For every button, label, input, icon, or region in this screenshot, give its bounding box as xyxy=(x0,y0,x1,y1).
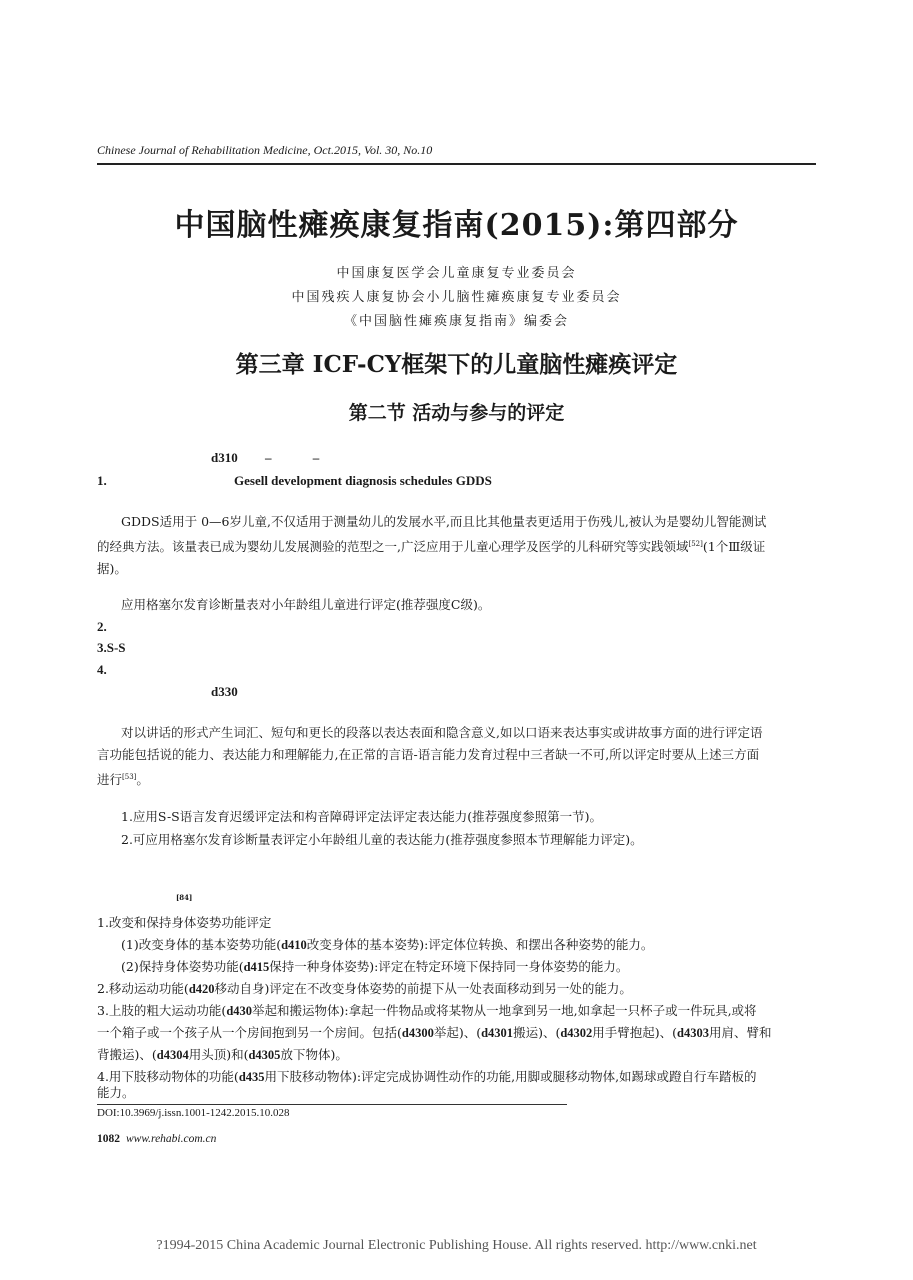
recommendation-gdds: 应用格塞尔发育诊断量表对小年龄组儿童进行评定(推荐强度C级)。 xyxy=(121,597,491,612)
code-d4301: d4301 xyxy=(481,1026,514,1040)
item-3: 3.S-S xyxy=(97,640,126,655)
ref-52: [52] xyxy=(688,540,703,548)
code-d435: d435 xyxy=(238,1070,265,1084)
code-d4305: d4305 xyxy=(248,1048,281,1062)
org-3: 《中国脑性瘫痪康复指南》编委会 xyxy=(343,314,569,329)
code-d415: d415 xyxy=(243,960,270,974)
journal-header: Chinese Journal of Rehabilitation Medicine, Oct.2015, Vol. 30, No.10 xyxy=(97,143,433,157)
gdds-line-1: GDDS适用于 0—6岁儿童,不仅适用于测量幼儿的发展水平,而且比其他量表更适用于伤残儿,被认为是婴幼儿智能测试 xyxy=(121,514,767,529)
mobility-item-3-line-3: 背搬运)、(d4304用头顶)和(d4305放下物体)。 xyxy=(97,1047,348,1062)
subheading-d330: d330 xyxy=(211,684,238,699)
d310-code: d310 xyxy=(211,450,238,465)
mobility-item-4-line-1: 4.用下肢移动物体的功能(d435用下肢移动物体):评定完成协调性动作的功能,用脚或腿移动物体,如踢球或蹬自行车踏板的 xyxy=(97,1069,757,1084)
mobility-item-3-line-1: 3.上肢的粗大运动功能(d430举起和搬运物体):拿起一件物品或将某物从一地拿到另一地,如拿起一只杯子或一件玩具,或将 xyxy=(97,1003,757,1018)
code-d430: d430 xyxy=(226,1004,253,1018)
doi: DOI:10.3969/j.issn.1001-1242.2015.10.028 xyxy=(97,1107,290,1119)
mobility-item-2: 2.移动运动功能(d420移动自身)评定在不改变身体姿势的前提下从一处表面移动到另一处的能力。 xyxy=(97,981,632,996)
subheading-d310 xyxy=(211,450,319,466)
copyright-line: ?1994-2015 China Academic Journal Electronic Publishing House. All rights reserved. http://www.cnki.net xyxy=(156,1238,757,1253)
mobility-item-4-line-2: 能力。 xyxy=(97,1085,135,1100)
chapter-heading: 第三章 ICF-CY框架下的儿童脑性瘫痪评定 xyxy=(235,351,678,378)
gdds-line-3: 据)。 xyxy=(97,561,127,577)
d310-dash-2: – xyxy=(312,450,320,465)
item-1-name: Gesell development diagnosis schedules GDDS xyxy=(234,473,492,488)
ref-84: [84] xyxy=(176,893,193,902)
code-d410: d410 xyxy=(281,938,307,952)
expression-paragraph xyxy=(97,722,817,791)
code-d4304: d4304 xyxy=(156,1048,189,1062)
code-d4303: d4303 xyxy=(677,1026,709,1040)
ref-53: [53] xyxy=(122,773,137,781)
item-2: 2. xyxy=(97,619,107,634)
expr-item-2: 2.可应用格塞尔发育诊断量表评定小年龄组儿童的表达能力(推荐强度参照本节理解能力评定)。 xyxy=(121,832,643,847)
expr-line-1: 对以讲话的形式产生词汇、短句和更长的段落以表达表面和隐含意义,如以口语来表达事实或讲故事方面的进行评定语 xyxy=(121,725,763,740)
item-1-number: 1. xyxy=(97,473,107,488)
org-1: 中国康复医学会儿童康复专业委员会 xyxy=(336,266,577,281)
footnote-rule xyxy=(97,1104,567,1105)
mobility-sub-2: (2)保持身体姿势功能(d415保持一种身体姿势):评定在特定环境下保持同一身体姿势的能力。 xyxy=(121,959,629,974)
org-2: 中国残疾人康复协会小儿脑性瘫痪康复专业委员会 xyxy=(291,290,622,305)
mobility-item-3-line-2: 一个箱子或一个孩子从一个房间抱到另一个房间。包括(d4300举起)、(d4301搬运)、(d4302用手臂抱起)、(d4303用肩、臂和 xyxy=(97,1025,772,1040)
code-d4300: d4300 xyxy=(401,1026,434,1040)
page-number: 1082 xyxy=(97,1133,120,1145)
journal-url[interactable]: www.rehabi.com.cn xyxy=(126,1133,217,1145)
gdds-line-2: 的经典方法。该量表已成为婴幼儿发展测验的范型之一,广泛应用于儿童心理学及医学的儿科研究等实践领域[52](1个Ⅲ级证 xyxy=(97,539,766,555)
item-4: 4. xyxy=(97,662,107,677)
mobility-sub-1: (1)改变身体的基本姿势功能(d410改变身体的基本姿势):评定体位转换、和摆出各种姿势的能力。 xyxy=(121,937,654,952)
mobility-item-1: 1.改变和保持身体姿势功能评定 xyxy=(97,915,272,930)
article-title: 中国脑性瘫痪康复指南(2015):第四部分 xyxy=(174,208,739,243)
expr-line-2: 言功能包括说的能力、表达能力和理解能力,在正常的言语-语言能力发育过程中三者缺一不可,所以评定时要从上述三方面 xyxy=(97,747,760,762)
expr-item-1: 1.应用S-S语言发育迟缓评定法和构音障碍评定法评定表达能力(推荐强度参照第一节)。 xyxy=(121,809,602,824)
gdds-paragraph xyxy=(97,511,817,580)
expr-line-3: 进行[53]。 xyxy=(97,772,149,788)
section-heading: 第二节 活动与参与的评定 xyxy=(348,402,565,424)
header-rule xyxy=(97,163,816,165)
d310-dash-1: – xyxy=(264,450,272,465)
code-d4302: d4302 xyxy=(560,1026,593,1040)
page-footer xyxy=(97,1133,216,1145)
code-d420: d420 xyxy=(188,982,215,996)
